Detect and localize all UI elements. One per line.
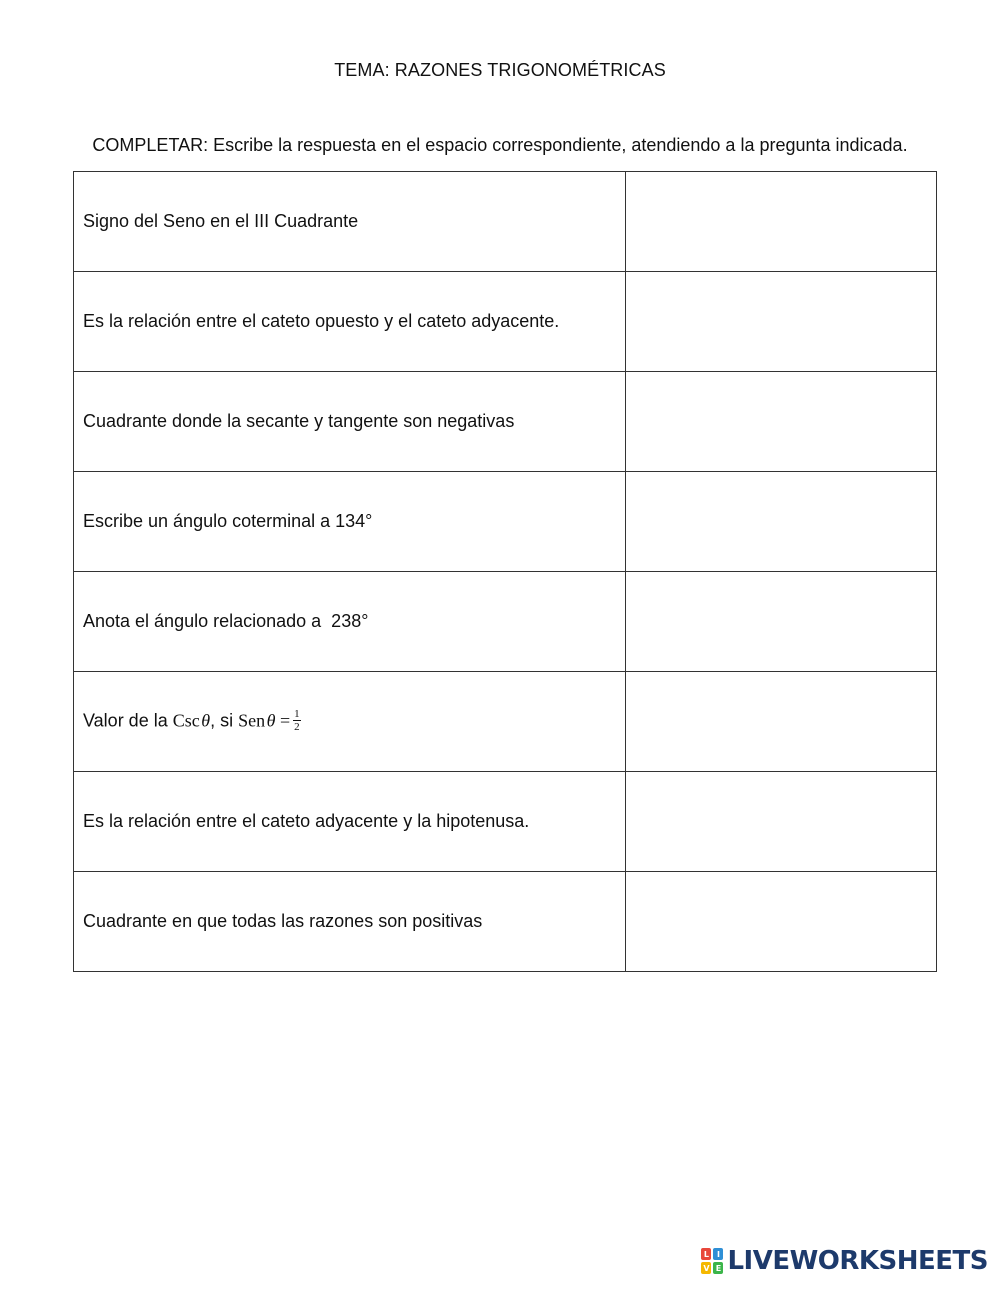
table-row: [74, 772, 937, 872]
sen-function: [238, 710, 290, 730]
answer-cell: [626, 872, 937, 972]
table-row: [74, 372, 937, 472]
question-text: Es la relación entre el cateto opuesto y el cateto adyacente.: [74, 272, 626, 372]
fraction-one-half: [293, 708, 301, 733]
answer-input-5[interactable]: [626, 572, 936, 671]
answer-cell: [626, 672, 937, 772]
answer-cell: [626, 572, 937, 672]
logo-letter: L: [701, 1248, 711, 1260]
answer-input-6[interactable]: [626, 672, 936, 771]
question-text: Signo del Seno en el III Cuadrante: [74, 172, 626, 272]
liveworksheets-logo: [701, 1246, 988, 1276]
answer-input-3[interactable]: [626, 372, 936, 471]
answer-input-4[interactable]: [626, 472, 936, 571]
logo-letter: I: [713, 1248, 723, 1260]
theta-symbol: θ: [201, 710, 211, 731]
sen-label: Sen: [238, 710, 266, 731]
fraction-numerator: 1: [294, 708, 300, 720]
table-row: [74, 672, 937, 772]
table-row: [74, 272, 937, 372]
question-prefix: Valor de la: [83, 710, 173, 731]
csc-function: [173, 710, 210, 730]
question-text: Escribe un ángulo coterminal a 134°: [74, 472, 626, 572]
table-row: [74, 872, 937, 972]
question-middle: , si: [210, 710, 239, 731]
answer-input-2[interactable]: [626, 272, 936, 371]
question-text-formula: [74, 672, 626, 772]
logo-text: LIVEWORKSHEETS: [727, 1246, 988, 1276]
fraction-denominator: 2: [294, 721, 300, 733]
question-text: Anota el ángulo relacionado a 238°: [74, 572, 626, 672]
logo-letter: E: [713, 1262, 723, 1274]
answer-cell: [626, 272, 937, 372]
question-text: Es la relación entre el cateto adyacente y la hipotenusa.: [74, 772, 626, 872]
answer-cell: [626, 472, 937, 572]
answer-cell: [626, 172, 937, 272]
logo-letter: V: [703, 1263, 710, 1273]
table-row: [74, 472, 937, 572]
table-row: [74, 172, 937, 272]
csc-label: Csc: [172, 710, 200, 731]
instructions: COMPLETAR: Escribe la respuesta en el espacio correspondiente, atendiendo a la pregunta indicada.: [92, 135, 908, 155]
answer-input-1[interactable]: [626, 172, 936, 271]
theta-symbol: θ: [266, 710, 276, 731]
equals-sign: =: [279, 710, 291, 731]
answer-input-8[interactable]: [626, 872, 936, 971]
question-text: Cuadrante donde la secante y tangente son negativas: [74, 372, 626, 472]
table-row: [74, 572, 937, 672]
answer-cell: [626, 372, 937, 472]
questions-table: [73, 171, 937, 972]
answer-cell: [626, 772, 937, 872]
answer-input-7[interactable]: [626, 772, 936, 871]
question-text: Cuadrante en que todas las razones son positivas: [74, 872, 626, 972]
worksheet-title: TEMA: RAZONES TRIGONOMÉTRICAS: [334, 60, 666, 80]
logo-mark-icon: [701, 1248, 723, 1274]
